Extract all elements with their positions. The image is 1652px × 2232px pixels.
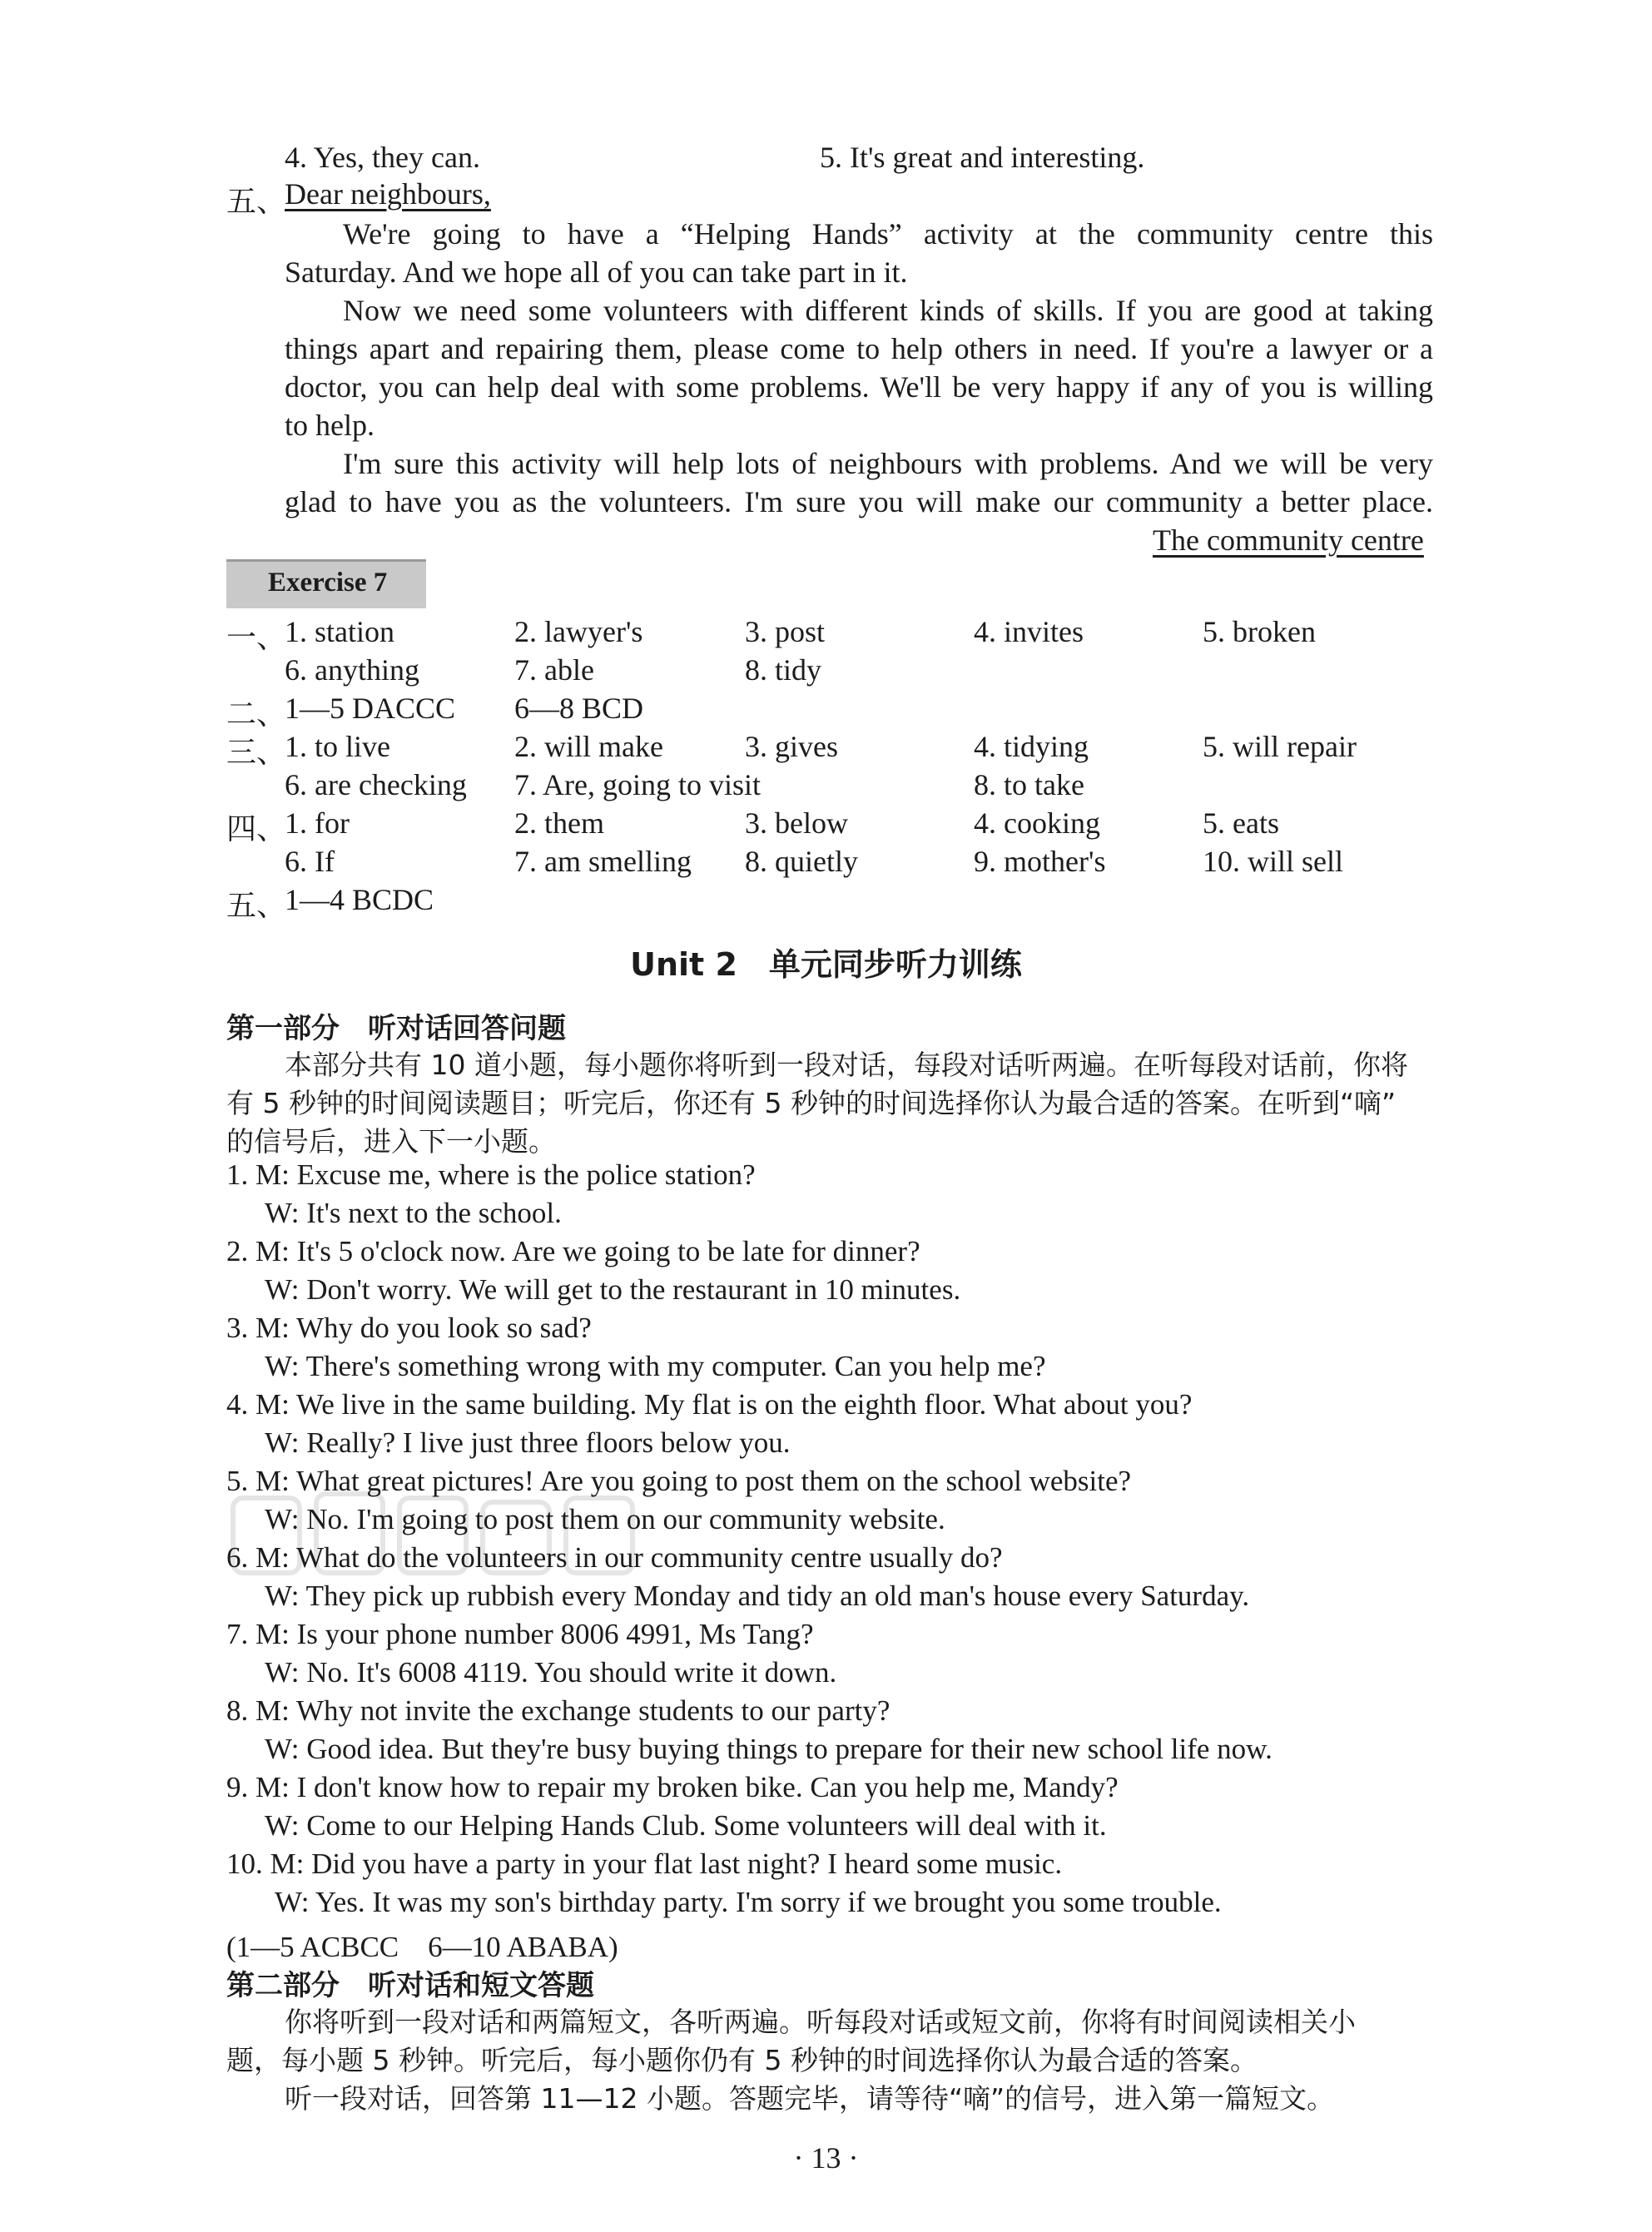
answer: 8. quietly [745, 845, 858, 878]
dialogue-m: 2. M: It's 5 o'clock now. Are we going to be late for dinner? [226, 1235, 920, 1267]
dialogue-m: 5. M: What great pictures! Are you going to post them on the school website? [226, 1465, 1132, 1497]
page-number: · 13 · [793, 2141, 859, 2175]
part1-intro-line: 有 5 秒钟的时间阅读题目；听完后，你还有 5 秒钟的时间选择你认为最合适的答案。在听到“嘀” [226, 1087, 1397, 1119]
answer: 2. lawyer's [514, 615, 643, 648]
dialogue-w: W: No. I'm going to post them on our community website. [265, 1503, 945, 1535]
section-marker-1: 一、 [226, 621, 287, 654]
answer: 5. broken [1203, 615, 1316, 648]
letter-line: doctor, you can help deal with some problems. We'll be very happy if any of you is willing [285, 370, 1433, 404]
exercise-title: Exercise 7 [268, 568, 388, 598]
dialogue-w: W: Really? I live just three floors below you. [265, 1426, 791, 1459]
part2-intro-line: 题，每小题 5 秒钟。听完后，每小题你仍有 5 秒钟的时间选择你认为最合适的答案。 [226, 2044, 1258, 2076]
letter-line: things apart and repairing them, please come to help others in need. If you're a lawyer or a [285, 332, 1433, 365]
answer: 1. for [285, 806, 350, 840]
part1-intro-line: 的信号后，进入下一小题。 [226, 1125, 556, 1158]
letter-salutation: Dear neighbours, [285, 177, 491, 211]
answer: 6. If [285, 845, 335, 878]
dialogue-m: 7. M: Is your phone number 8006 4991, Ms Tang? [226, 1618, 814, 1650]
answer: 9. mother's [974, 845, 1106, 878]
answer: 7. am smelling [514, 845, 692, 878]
letter-line: Saturday. And we hope all of you can take part in it. [285, 255, 908, 289]
watermark-graphic [225, 1481, 657, 1598]
dialogue-m: 3. M: Why do you look so sad? [226, 1312, 592, 1344]
answer: 3. below [745, 806, 848, 840]
answer: 6. are checking [285, 768, 467, 801]
answer: 3. gives [745, 730, 838, 763]
answer: 2. them [514, 806, 604, 840]
dialogue-w: W: Come to our Helping Hands Club. Some volunteers will deal with it. [265, 1809, 1107, 1842]
letter-line: We're going to have a “Helping Hands” activity at the community centre this [343, 217, 1433, 250]
answer-item-4: 4. Yes, they can. [285, 141, 480, 174]
dialogue-w: W: They pick up rubbish every Monday and tidy an old man's house every Saturday. [265, 1580, 1250, 1612]
answer: 2. will make [514, 730, 663, 763]
answer-item-5: 5. It's great and interesting. [820, 141, 1145, 174]
section-marker-5b: 五、 [226, 889, 287, 922]
unit-title: Unit 2 单元同步听力训练 [630, 946, 1022, 983]
dialogue-m: 4. M: We live in the same building. My flat is on the eighth floor. What about you? [226, 1388, 1193, 1421]
part2-heading: 第二部分 听对话和短文答题 [226, 1969, 594, 2002]
answer: 1—5 DACCC [285, 692, 456, 725]
dialogue-m: 9. M: I don't know how to repair my broken bike. Can you help me, Mandy? [226, 1771, 1119, 1803]
section-marker-3: 三、 [226, 736, 287, 769]
answer: 3. post [745, 615, 826, 648]
dialogue-w: W: Good idea. But they're busy buying things to prepare for their new school life now. [265, 1733, 1272, 1765]
letter-line: to help. [285, 409, 375, 442]
answer: 7. Are, going to visit [514, 768, 761, 801]
section-marker-4: 四、 [226, 812, 287, 846]
part2-intro-line: 你将听到一段对话和两篇短文，各听两遍。听每段对话或短文前，你将有时间阅读相关小 [285, 2006, 1356, 2038]
section-marker-2: 二、 [226, 697, 287, 731]
dialogue-m: 10. M: Did you have a party in your flat last night? I heard some music. [226, 1848, 1063, 1880]
part1-intro-line: 本部分共有 10 道小题，每小题你将听到一段对话，每段对话听两遍。在听每段对话前，你将 [285, 1049, 1408, 1081]
answer: 8. to take [974, 768, 1084, 801]
answer: 6—8 BCD [514, 692, 644, 725]
letter-signature: The community centre [1153, 523, 1424, 557]
letter-line: glad to have you as the volunteers. I'm sure you will make our community a better place. [285, 485, 1433, 518]
letter-line: Now we need some volunteers with different kinds of skills. If you are good at taking [343, 294, 1433, 327]
answer: 7. able [514, 653, 594, 687]
answer: 4. invites [974, 615, 1084, 648]
answer: 5. eats [1203, 806, 1279, 840]
part1-answers: (1—5 ACBCC 6—10 ABABA) [226, 1931, 618, 1963]
dialogue-m: 6. M: What do the volunteers in our community centre usually do? [226, 1541, 1003, 1574]
part2-intro-line: 听一段对话，回答第 11—12 小题。答题完毕，请等待“嘀”的信号，进入第一篇短文。 [285, 2082, 1335, 2115]
answer: 1—4 BCDC [285, 883, 434, 916]
part1-heading: 第一部分 听对话回答问题 [226, 1012, 566, 1045]
answer: 1. to live [285, 730, 390, 763]
answer: 6. anything [285, 653, 419, 687]
dialogue-w: W: It's next to the school. [265, 1197, 562, 1229]
answer: 4. cooking [974, 806, 1100, 840]
dialogue-m: 8. M: Why not invite the exchange students to our party? [226, 1694, 890, 1727]
dialogue-w: W: No. It's 6008 4119. You should write it down. [265, 1656, 837, 1689]
section-marker-5: 五、 [226, 185, 287, 218]
letter-line: I'm sure this activity will help lots of neighbours with problems. And we will be very [343, 447, 1433, 480]
answer: 1. station [285, 615, 394, 648]
dialogue-w: W: Yes. It was my son's birthday party. I'm sorry if we brought you some trouble. [275, 1886, 1222, 1918]
answer: 4. tidying [974, 730, 1089, 763]
dialogue-w: W: There's something wrong with my computer. Can you help me? [265, 1350, 1046, 1382]
answer: 10. will sell [1203, 845, 1343, 878]
answer: 5. will repair [1203, 730, 1357, 763]
dialogue-m: 1. M: Excuse me, where is the police station? [226, 1158, 756, 1191]
dialogue-w: W: Don't worry. We will get to the restaurant in 10 minutes. [265, 1273, 961, 1306]
answer: 8. tidy [745, 653, 822, 687]
